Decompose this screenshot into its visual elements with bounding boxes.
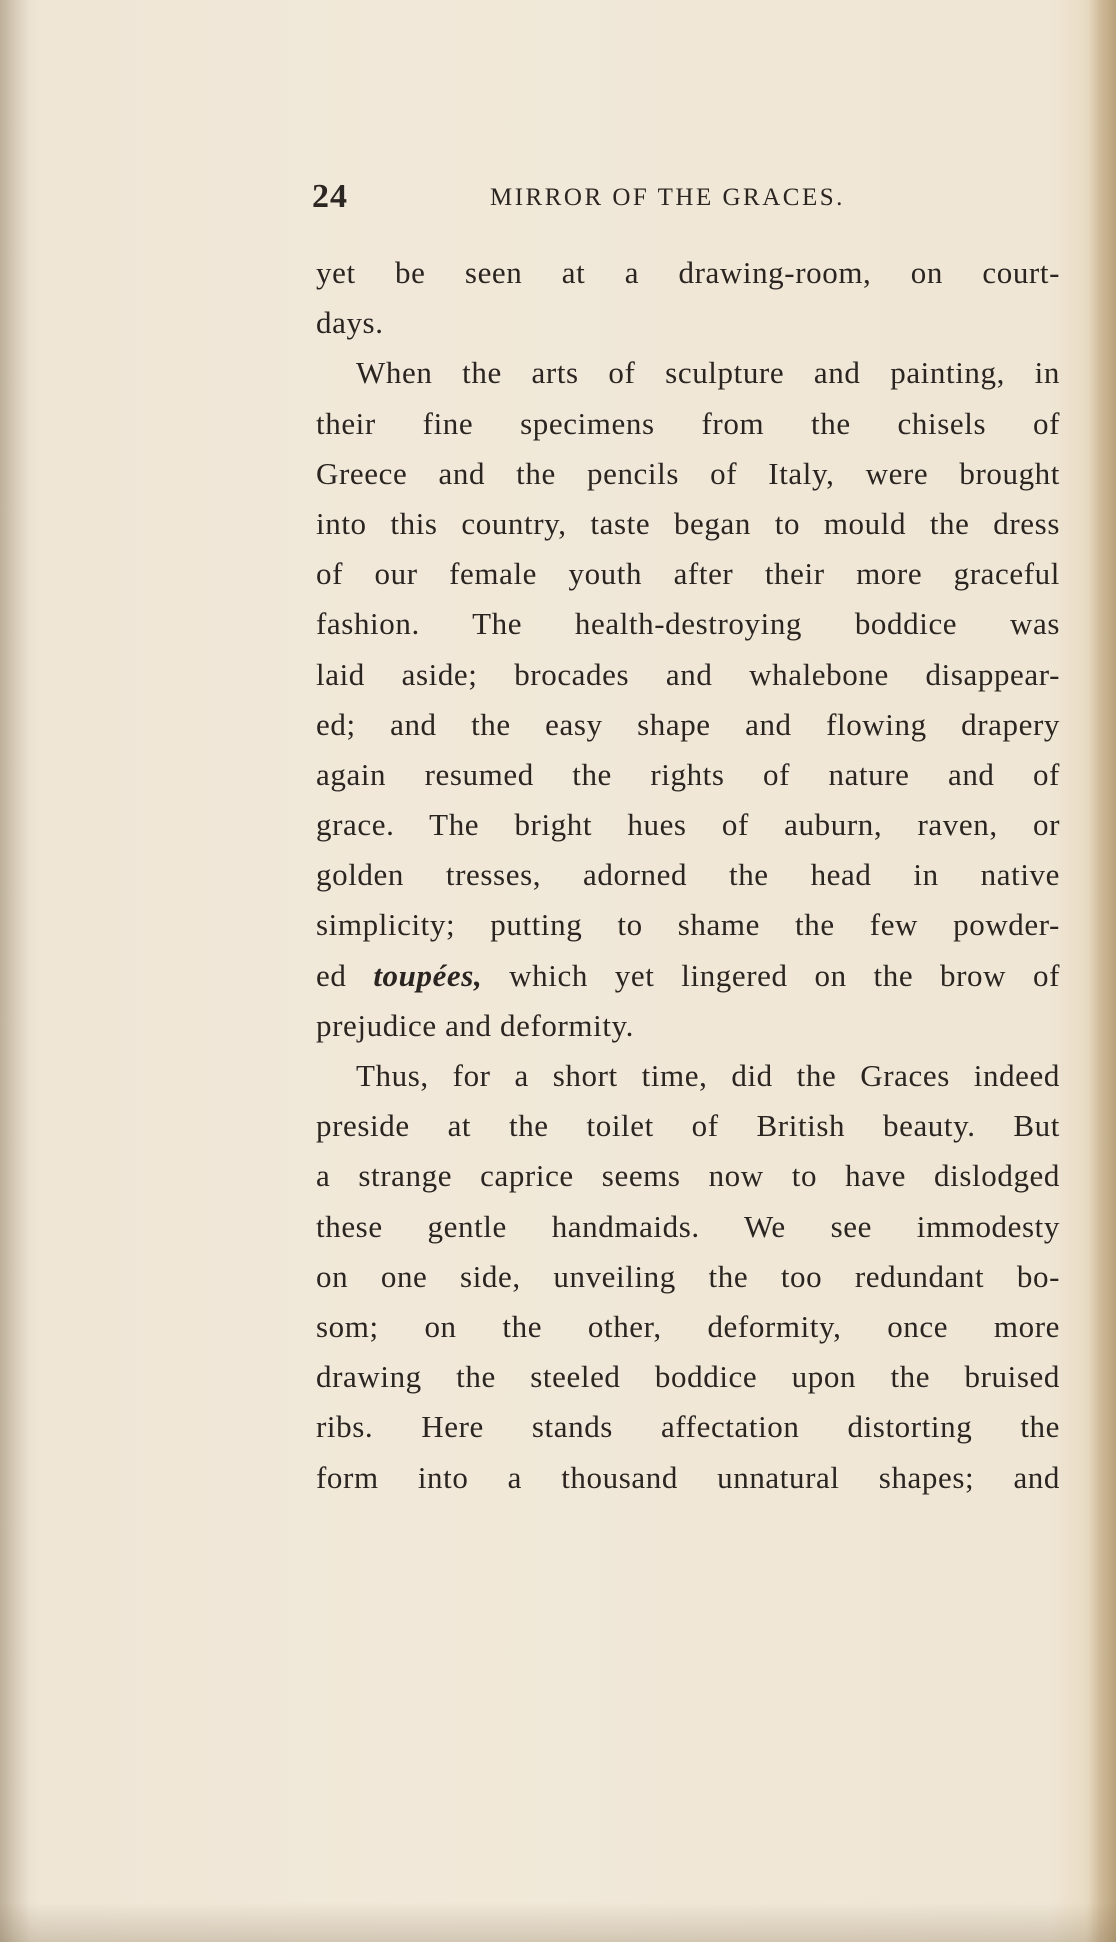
page-edge-shadow xyxy=(1090,0,1116,1942)
text-line: ed toupées, which yet lingered on the brow of xyxy=(316,957,1060,993)
text-line: yet be seen at a drawing-room, on court- xyxy=(316,255,1060,290)
page-gutter-shadow xyxy=(0,0,30,1942)
text-line: laid aside; brocades and whalebone disappear- xyxy=(316,656,1060,692)
text-line: these gentle handmaids. We see immodesty xyxy=(316,1208,1060,1244)
text-line: their fine specimens from the chisels of xyxy=(316,405,1060,441)
text-line: a strange caprice seems now to have dislodged xyxy=(316,1158,1060,1194)
text-line: simplicity; putting to shame the few powder- xyxy=(316,907,1060,943)
text-line: grace. The bright hues of auburn, raven, or xyxy=(316,807,1060,843)
text-line: When the arts of sculpture and painting, in xyxy=(356,355,1060,391)
text-line: Thus, for a short time, did the Graces indeed xyxy=(356,1058,1060,1093)
text-line: on one side, unveiling the too redundant bo- xyxy=(316,1258,1060,1294)
text-line: ribs. Here stands affectation distorting the xyxy=(316,1409,1060,1445)
text-line: again resumed the rights of nature and of xyxy=(316,756,1060,792)
text-line: days. xyxy=(316,305,384,341)
running-title: MIRROR OF THE GRACES. xyxy=(490,184,845,211)
text-line: som; on the other, deformity, once more xyxy=(316,1308,1060,1344)
text-line: preside at the toilet of British beauty. But xyxy=(316,1108,1060,1144)
text-line: into this country, taste began to mould the dress xyxy=(316,505,1060,541)
text-line: form into a thousand unnatural shapes; and xyxy=(316,1459,1060,1495)
page-bottom-shadow xyxy=(0,1902,1116,1942)
text-line: prejudice and deformity. xyxy=(316,1007,634,1043)
text-line: of our female youth after their more graceful xyxy=(316,556,1060,592)
body-text xyxy=(316,248,1060,1503)
text-line: Greece and the pencils of Italy, were brought xyxy=(316,455,1060,491)
running-head xyxy=(312,178,1052,218)
text-line: ed; and the easy shape and flowing drapery xyxy=(316,706,1060,742)
italic-word: toupées, xyxy=(373,957,483,993)
text-line: golden tresses, adorned the head in native xyxy=(316,857,1060,893)
text-line: fashion. The health-destroying boddice was xyxy=(316,606,1060,642)
page-number: 24 xyxy=(312,178,348,215)
text-line: drawing the steeled boddice upon the bruised xyxy=(316,1359,1060,1395)
